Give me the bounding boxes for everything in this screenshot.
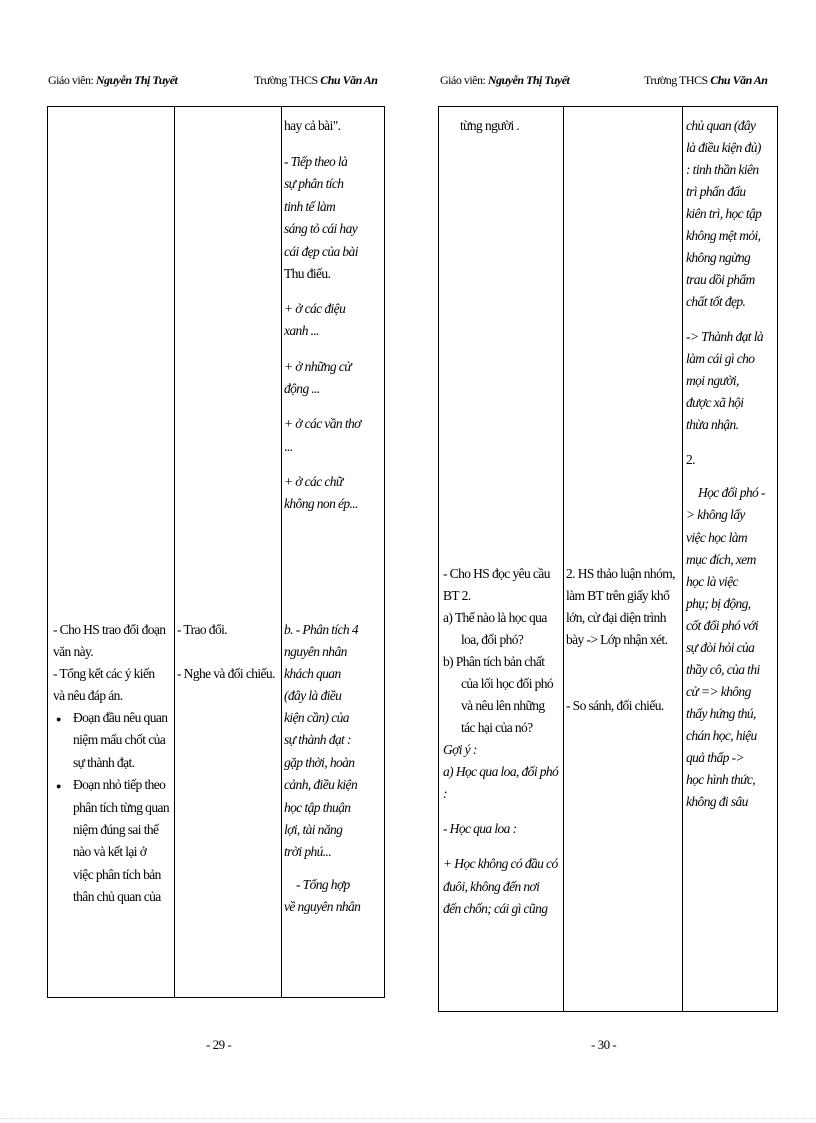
table-cell-text: kiện cần) của xyxy=(284,710,349,725)
table-cell-text: quả thấp -> xyxy=(686,750,745,765)
table-cell-text: niệm đúng sai thế xyxy=(73,822,159,837)
table-cell-text: làm cái gì cho xyxy=(686,351,755,366)
table-cell-text: niệm mấu chốt của xyxy=(73,732,166,747)
table-cell-text: không non ép... xyxy=(284,496,358,511)
right-page xyxy=(408,0,816,1123)
table-cell-text: -> Thành đạt là xyxy=(686,329,763,344)
table-cell-text: thân chủ quan của xyxy=(73,889,161,904)
table-cell-text: - Tổng kết các ý kiến xyxy=(53,666,155,681)
table-cell-text: sự thành đạt : xyxy=(284,732,351,747)
header-school: Trường THCS Chu Văn An xyxy=(254,73,378,87)
table-cell-text: + ở các chữ xyxy=(284,474,343,489)
table-cell-text: học là việc xyxy=(686,574,738,589)
table-cell-text: không ngừng xyxy=(686,250,751,265)
page-number: - 29 - xyxy=(206,1037,232,1052)
table-cell-text: 2. HS thảo luận nhóm, xyxy=(566,566,675,581)
table-cell-text: học hình thức, xyxy=(686,772,756,787)
table-cell-text: từng người . xyxy=(460,118,520,133)
table-cell-text: được xã hội xyxy=(686,395,744,410)
table-cell-text: trời phú... xyxy=(284,844,332,859)
table-cell-text: - Học qua loa : xyxy=(443,821,517,836)
table-cell-text: - Tiếp theo là xyxy=(284,154,348,169)
table-cell-text: Đoạn nhỏ tiếp theo xyxy=(73,777,166,792)
table-cell-text: thừa nhận. xyxy=(686,417,739,432)
table-cell-text: lớn, cử đại diện trình xyxy=(566,610,666,625)
bullet-icon: ● xyxy=(56,714,62,724)
table-cell-text: sự thành đạt. xyxy=(73,755,135,770)
table-cell-text: Thu điếu. xyxy=(284,266,331,281)
table-cell-text: trau dồi phẩm xyxy=(686,272,755,287)
table-cell-text: : xyxy=(443,786,447,801)
table-cell-text: - Tổng hợp xyxy=(296,877,350,892)
table-cell-text: về nguyên nhân xyxy=(284,899,361,914)
table-cell-text: - Nghe và đối chiếu. xyxy=(177,666,275,681)
table-cell-text: trì phấn đấu xyxy=(686,184,746,199)
table-cell-text: và nêu đáp án. xyxy=(53,688,123,703)
table-cell-text: loa, đối phó? xyxy=(461,632,524,647)
table-cell-text: học tập thuận xyxy=(284,800,351,815)
table-cell-text: + ở các vần thơ xyxy=(284,416,361,431)
table-cell-text: BT 2. xyxy=(443,588,471,603)
table-cell-text: : tinh thần kiên xyxy=(686,162,759,177)
table-cell-text: nào và kết lại ở xyxy=(73,844,147,859)
table-cell-text: khách quan xyxy=(284,666,341,681)
table-cell-text: Gợi ý : xyxy=(443,742,477,757)
page-bottom-rule xyxy=(0,1118,816,1119)
table-cell-text: chất tốt đẹp. xyxy=(686,294,746,309)
table-cell-text: không đi sâu xyxy=(686,794,748,809)
table-cell-text: bày -> Lớp nhận xét. xyxy=(566,632,668,647)
table-cell-text: phân tích từng quan xyxy=(73,800,170,815)
table-cell-text: (đây là điều xyxy=(284,688,342,703)
table-cell-text: a) Thế nào là học qua xyxy=(443,610,547,625)
table-cell-text: và nêu lên những xyxy=(461,698,545,713)
table-cell-text: xanh ... xyxy=(284,323,319,338)
table-cell-text: + ở các điệu xyxy=(284,301,346,316)
table-cell-text: Đoạn đầu nêu quan xyxy=(73,710,168,725)
table-cell-text: chủ quan (đây xyxy=(686,118,756,133)
table-cell-text: cảnh, điều kiện xyxy=(284,777,358,792)
table-cell-text: + ở những cử xyxy=(284,359,351,374)
table-cell-text: nguyên nhân xyxy=(284,644,347,659)
table-cell-text: a) Học qua loa, đối phó xyxy=(443,764,559,779)
table-cell-text: - Cho HS trao đổi đoạn xyxy=(53,622,166,637)
table-cell-text: không mệt mỏi, xyxy=(686,228,761,243)
table-cell-text: sự phân tích xyxy=(284,176,344,191)
table-cell-text: > không lấy xyxy=(686,507,745,522)
table-cell-text: mục đích, xem xyxy=(686,552,756,567)
table-cell-text: sáng tỏ cái hay xyxy=(284,221,358,236)
table-cell-text: kiên trì, học tập xyxy=(686,206,762,221)
table-cell-text: thấy hứng thú, xyxy=(686,706,756,721)
table-cell-text: cử => không xyxy=(686,684,751,699)
table-cell-text: mọi người, xyxy=(686,373,739,388)
table-cell-text: tác hại của nó? xyxy=(461,720,533,735)
table-cell-text: tinh tế làm xyxy=(284,199,336,214)
table-cell-text: cái đẹp của bài xyxy=(284,244,358,259)
table-cell-text: ... xyxy=(284,439,293,454)
table-cell-text: b) Phân tích bản chất xyxy=(443,654,545,669)
page-number: - 30 - xyxy=(591,1037,617,1052)
table-cell-text: - Trao đổi. xyxy=(177,622,228,637)
table-cell-text: sự đòi hỏi của xyxy=(686,640,755,655)
table-cell-text: + Học không có đầu có xyxy=(443,856,558,871)
table-cell-text: b. - Phân tích 4 xyxy=(284,622,359,637)
table-cell-text: đến chốn; cái gì cũng xyxy=(443,901,548,916)
header-teacher: Giáo viên: Nguyễn Thị Tuyết xyxy=(48,73,178,87)
table-cell-text: việc học làm xyxy=(686,530,748,545)
header-teacher: Giáo viên: Nguyễn Thị Tuyết xyxy=(440,73,570,87)
table-cell-text: cốt đối phó với xyxy=(686,618,759,633)
table-cell-text: lợi, tài năng xyxy=(284,822,343,837)
table-cell-text: phụ; bị động, xyxy=(686,596,751,611)
table-cell-text: của lối học đối phó xyxy=(461,676,554,691)
table-cell-text: văn này. xyxy=(53,644,94,659)
table-cell-text: - Cho HS đọc yêu cầu xyxy=(443,566,550,581)
table-cell-text: - So sánh, đối chiếu. xyxy=(566,698,664,713)
table-cell-text: gặp thời, hoàn xyxy=(284,755,355,770)
table-cell-text: thầy cô, của thi xyxy=(686,662,760,677)
table-cell-text: Học đối phó - xyxy=(698,485,765,500)
table-cell-text: làm BT trên giấy khổ xyxy=(566,588,670,603)
table-cell-text: chán học, hiệu xyxy=(686,728,757,743)
table-cell-text: động ... xyxy=(284,381,320,396)
table-cell-text: hay cả bài". xyxy=(284,118,341,133)
header-school: Trường THCS Chu Văn An xyxy=(644,73,768,87)
table-cell-text: việc phân tích bản xyxy=(73,867,161,882)
table-cell-text: là điều kiện đủ) xyxy=(686,140,761,155)
bullet-icon: ● xyxy=(56,781,62,791)
table-cell-text: đuôi, không đến nơi xyxy=(443,879,540,894)
table-cell-text: 2. xyxy=(686,452,695,467)
